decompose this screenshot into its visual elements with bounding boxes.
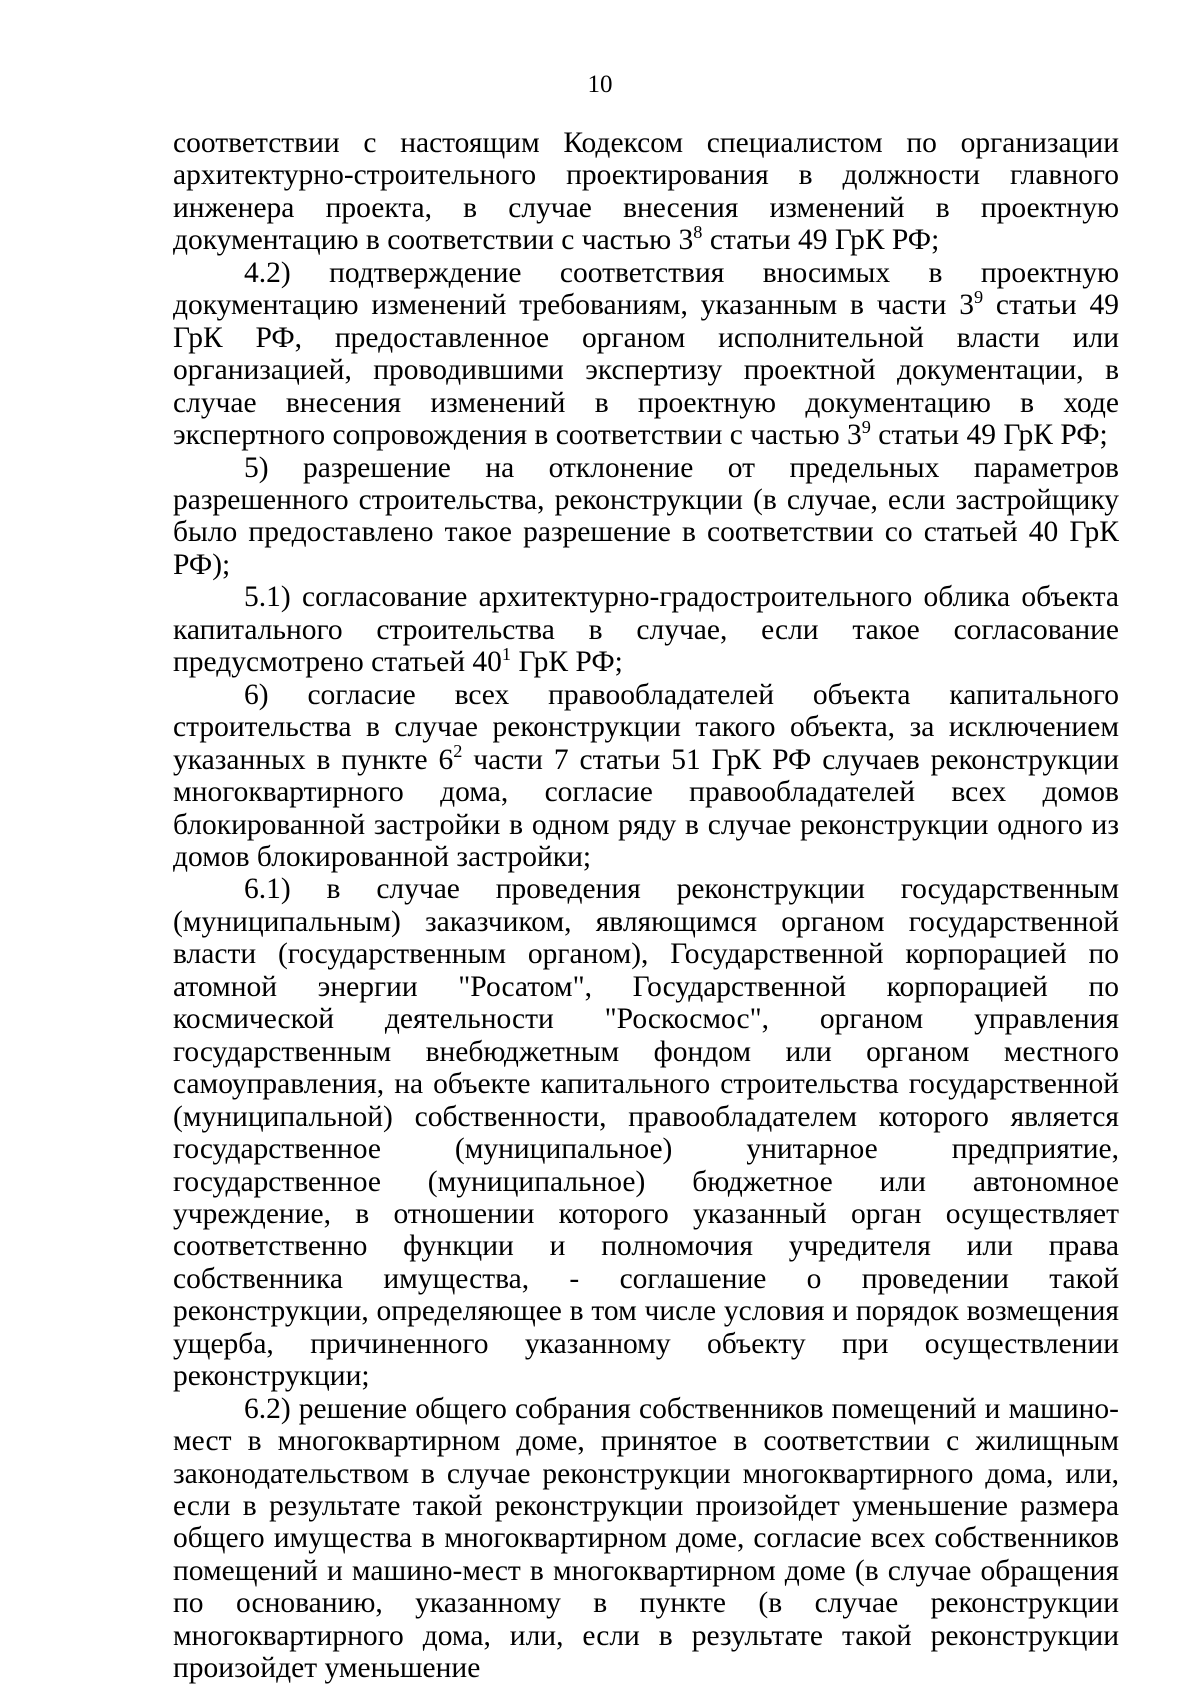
superscript-number: 9 [861,416,871,437]
paragraph-text: статьи 49 ГрК РФ, предоставленное органом исполнительной власти или организацией, проводившими экспертизу проектной документации, в случае внесения изменений в проектную документацию в ходе экспертного сопровождения в соответствии с частью 3 [173,289,1119,452]
document-body [173,127,1119,1685]
paragraph-text: статьи 49 ГрК РФ; [870,419,1108,452]
paragraph-text: 4.2) подтверждение соответствия вносимых в проектную документацию изменений требованиям, указанным в части 3 [173,256,1119,322]
paragraph-text: 6.1) в случае проведения реконструкции государственным (муниципальным) заказчиком, являющимся органом государственной власти (государственным органом), Государственной корпорацией по атомной энергии "Росатом", Государственной корпорацией по космической деятельности "Роскосмос", органом управления государственным внебюджетным фондом или органом местного самоуправления, на объекте капитального строительства государственной (муниципальной) собственности, правообладателем которого является государственное (муниципальное) унитарное предприятие, государственное (муниципальное) бюджетное или автономное учреждение, в отношении которого указанный орган осуществляет соответственно функции и полномочия учредителя или права собственника имущества, - соглашение о проведении такой реконструкции, определяющее в том числе условия и порядок возмещения ущерба, причиненного указанному объекту при осуществлении реконструкции; [173,873,1119,1393]
paragraph-text: соответствии с настоящим Кодексом специалистом по организации архитектурно-строительного проектирования в должности главного инженера проекта, в случае внесения изменений в проектную документацию в соответствии с частью 3 [173,127,1119,257]
paragraph-p2 [173,452,1119,582]
superscript-number: 1 [501,643,512,664]
paragraph-text: статьи 49 ГрК РФ; [702,224,940,257]
superscript-number: 8 [693,222,703,243]
paragraph-p4 [173,679,1119,874]
paragraph-text: 6) согласие всех правообладателей объекта капитального строительства в случае реконструкции такого объекта, за исключением указанных в пункте 6 [173,678,1119,776]
paragraph-p0 [173,127,1119,257]
paragraph-text: 6.2) решение общего собрания собственников помещений и машино-мест в многоквартирном доме, принятое в соответствии с жилищным законодательством в случае реконструкции многоквартирного дома, или, если в результате такой реконструкции произойдет уменьшение размера общего имущества в многоквартирном доме, согласие всех собственников помещений и машино-мест в многоквартирном доме (в случае обращения по основанию, указанному в пункте (в случае реконструкции многоквартирного дома, или, если в результате такой реконструкции произойдет уменьшение [173,1392,1119,1685]
paragraph-p6 [173,1393,1119,1685]
paragraph-p5 [173,873,1119,1392]
paragraph-text: 5) разрешение на отклонение от предельных параметров разрешенного строительства, реконструкции (в случае, если застройщику было предоставлено такое разрешение в соответствии со статьей 40 ГрК РФ); [173,451,1119,581]
paragraph-text: 5.1) согласование архитектурно-градостроительного облика объекта капитального строительства в случае, если такое согласование предусмотрено статьей 40 [173,581,1119,679]
paragraph-text: ГрК РФ; [511,646,623,679]
paragraph-p1 [173,257,1119,452]
paragraph-p3 [173,581,1119,678]
superscript-number: 2 [453,741,463,762]
superscript-number: 9 [973,286,984,307]
paragraph-text: части 7 статьи 51 ГрК РФ случаев реконструкции многоквартирного дома, согласие правообладателей всех домов блокированной застройки в одном ряду в случае реконструкции одного из домов блокированной застройки; [173,743,1119,873]
page-number: 10 [587,71,613,98]
